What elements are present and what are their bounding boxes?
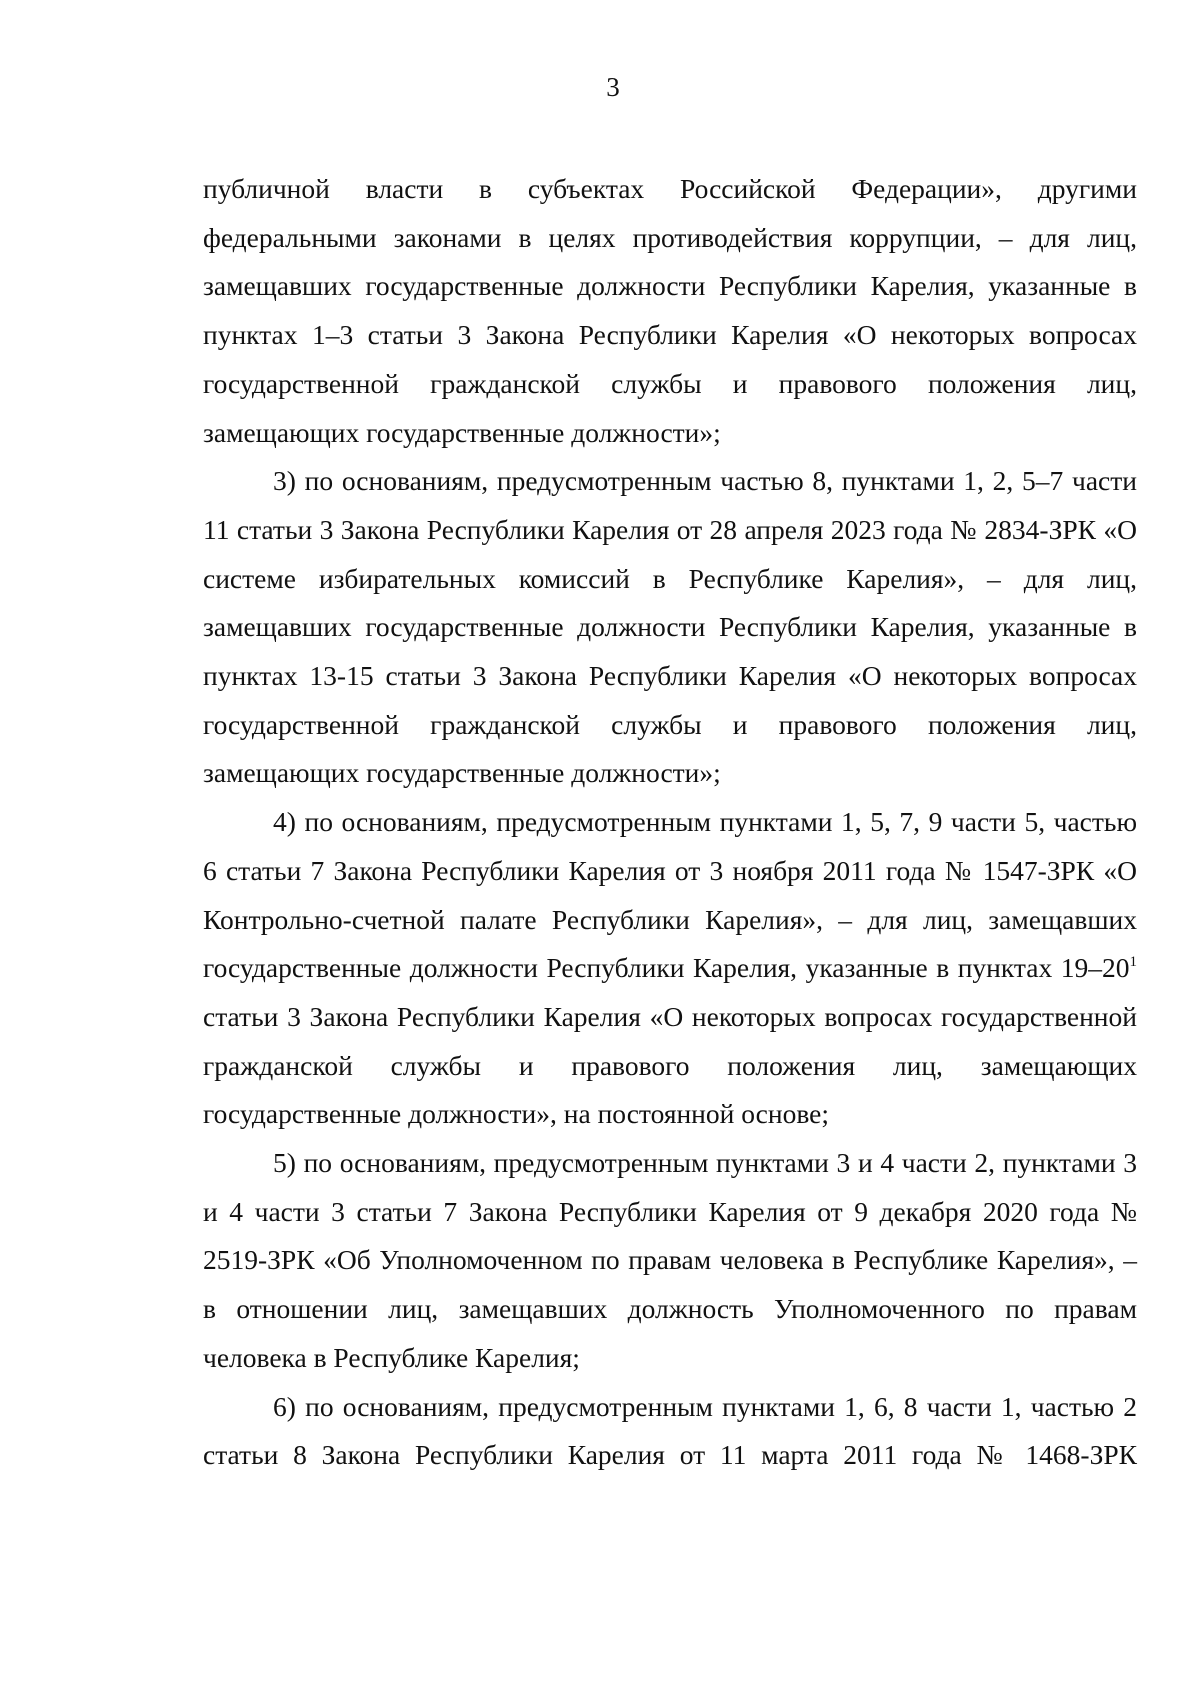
page-number: 3	[606, 72, 620, 102]
paragraph-item-6: 6) по основаниям, предусмотренным пунктами 1, 6, 8 части 1, частью 2 статьи 8 Закона Республики Карелия от 11 марта 2011 года № 1468-ЗРК	[203, 1390, 1137, 1471]
paragraph-item-3: 3) по основаниям, предусмотренным частью 8, пунктами 1, 2, 5–7 части 11 статьи 3 Закона Республики Карелия от 28 апреля 2023 года № 2834-ЗРК «О системе избирательных комиссий в Республике Карелия», – для лиц, замещавших государственные должности Республики Карелия, указанные в пунктах 13-15 статьи 3 Закона Республики Карелия «О некоторых вопросах государственной гражданской службы и правового положения лиц, замещающих государственные должности»;	[203, 465, 1137, 789]
paragraph-item-4-text-a: 4) по основаниям, предусмотренным пунктами 1, 5, 7, 9 части 5, частью 6 статьи 7 Закона Республики Карелия от 3 ноября 2011 года № 1547-ЗРК «О Контрольно-счетной палате Республики Карелия», – для лиц, замещавших государственные должности Республики Карелия, указанные в пунктах 19–20	[203, 806, 1137, 984]
paragraph-continuation: публичной власти в субъектах Российской Федерации», другими федеральными законами в целях противодействия коррупции, – для лиц, замещавших государственные должности Республики Карелия, указанные в пунктах 1–3 статьи 3 Закона Республики Карелия «О некоторых вопросах государственной гражданской службы и правового положения лиц, замещающих государственные должности»;	[203, 173, 1137, 448]
paragraph-item-5: 5) по основаниям, предусмотренным пунктами 3 и 4 части 2, пунктами 3 и 4 части 3 статьи 7 Закона Республики Карелия от 9 декабря 2020 года № 2519-ЗРК «Об Уполномоченном по правам человека в Республике Карелия», – в отношении лиц, замещавших должность Уполномоченного по правам человека в Республике Карелия;	[203, 1147, 1137, 1373]
paragraph-item-4-text-b: статьи 3 Закона Республики Карелия «О некоторых вопросах государственной гражданской службы и правового положения лиц, замещающих государственные должности», на постоянной основе;	[203, 1000, 1137, 1130]
superscript: 1	[1129, 954, 1137, 971]
document-body	[203, 165, 1137, 1480]
paragraph-item-4	[203, 798, 1137, 1139]
